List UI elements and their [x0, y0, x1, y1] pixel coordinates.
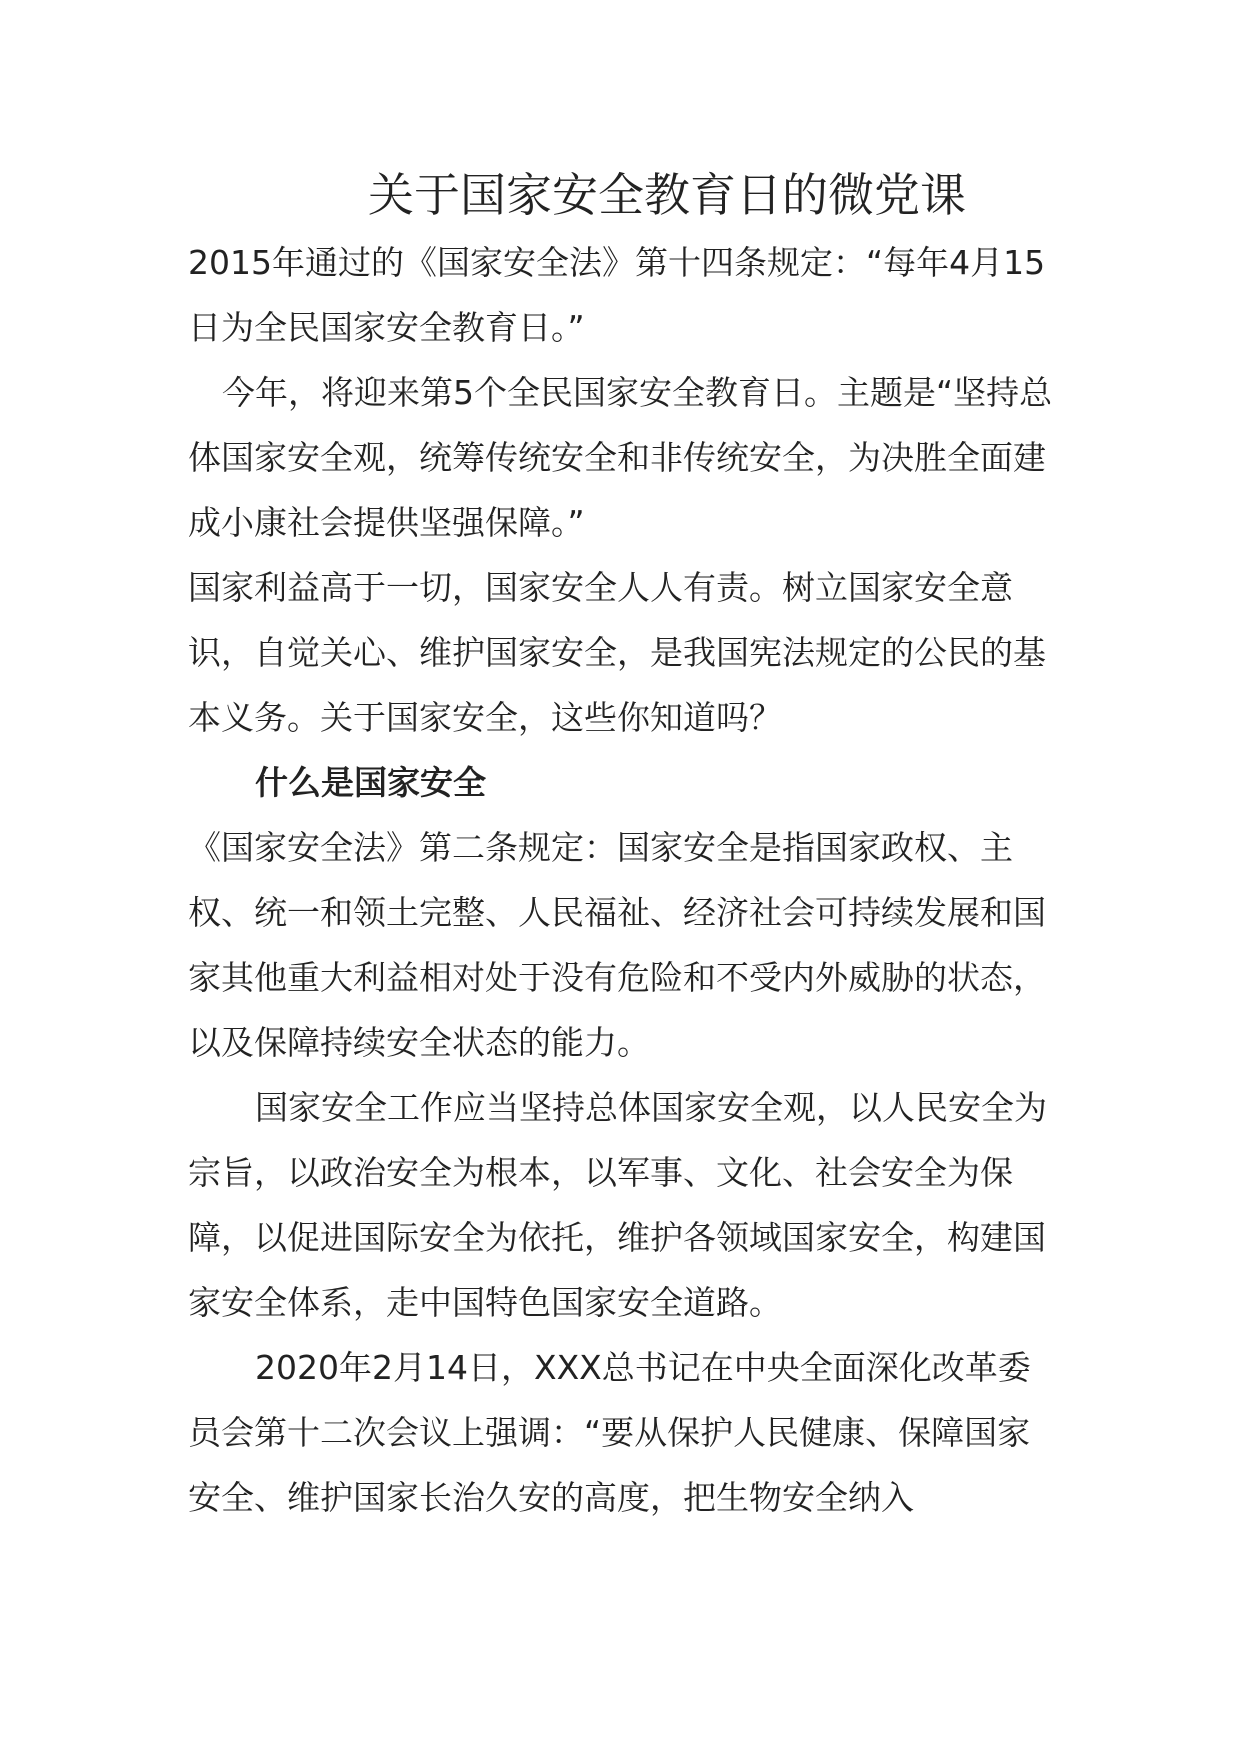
- document-body: [188, 230, 1056, 1530]
- document-title: 关于国家安全教育日的微党课: [368, 168, 966, 222]
- paragraph-2020-meeting: 2020年2月14日，XXX总书记在中央全面深化改革委员会第十二次会议上强调：“要从保护人民健康、保障国家安全、维护国家长治久安的高度，把生物安全纳入: [188, 1348, 1031, 1517]
- paragraph-security-work: 国家安全工作应当坚持总体国家安全观，以人民安全为宗旨，以政治安全为根本，以军事、文化、社会安全为保障，以促进国际安全为依托，维护各领域国家安全，构建国家安全体系，走中国特色国家安全道路。: [188, 1088, 1047, 1322]
- section-heading: 什么是国家安全: [255, 763, 486, 802]
- paragraph-law-article-14: 2015年通过的《国家安全法》第十四条规定：“每年4月15日为全民国家安全教育日。”: [188, 243, 1046, 347]
- paragraph-theme: 今年，将迎来第5个全民国家安全教育日。主题是“坚持总体国家安全观，统筹传统安全和非传统安全，为决胜全面建成小康社会提供坚强保障。”: [188, 373, 1053, 542]
- paragraph-law-article-2: 《国家安全法》第二条规定：国家安全是指国家政权、主权、统一和领土完整、人民福祉、经济社会可持续发展和国家其他重大利益相对处于没有危险和不受内外威胁的状态，以及保障持续安全状态的能力。: [188, 828, 1046, 1062]
- paragraph-national-interest: 国家利益高于一切，国家安全人人有责。树立国家安全意识，自觉关心、维护国家安全，是我国宪法规定的公民的基本义务。关于国家安全，这些你知道吗？: [188, 568, 1046, 737]
